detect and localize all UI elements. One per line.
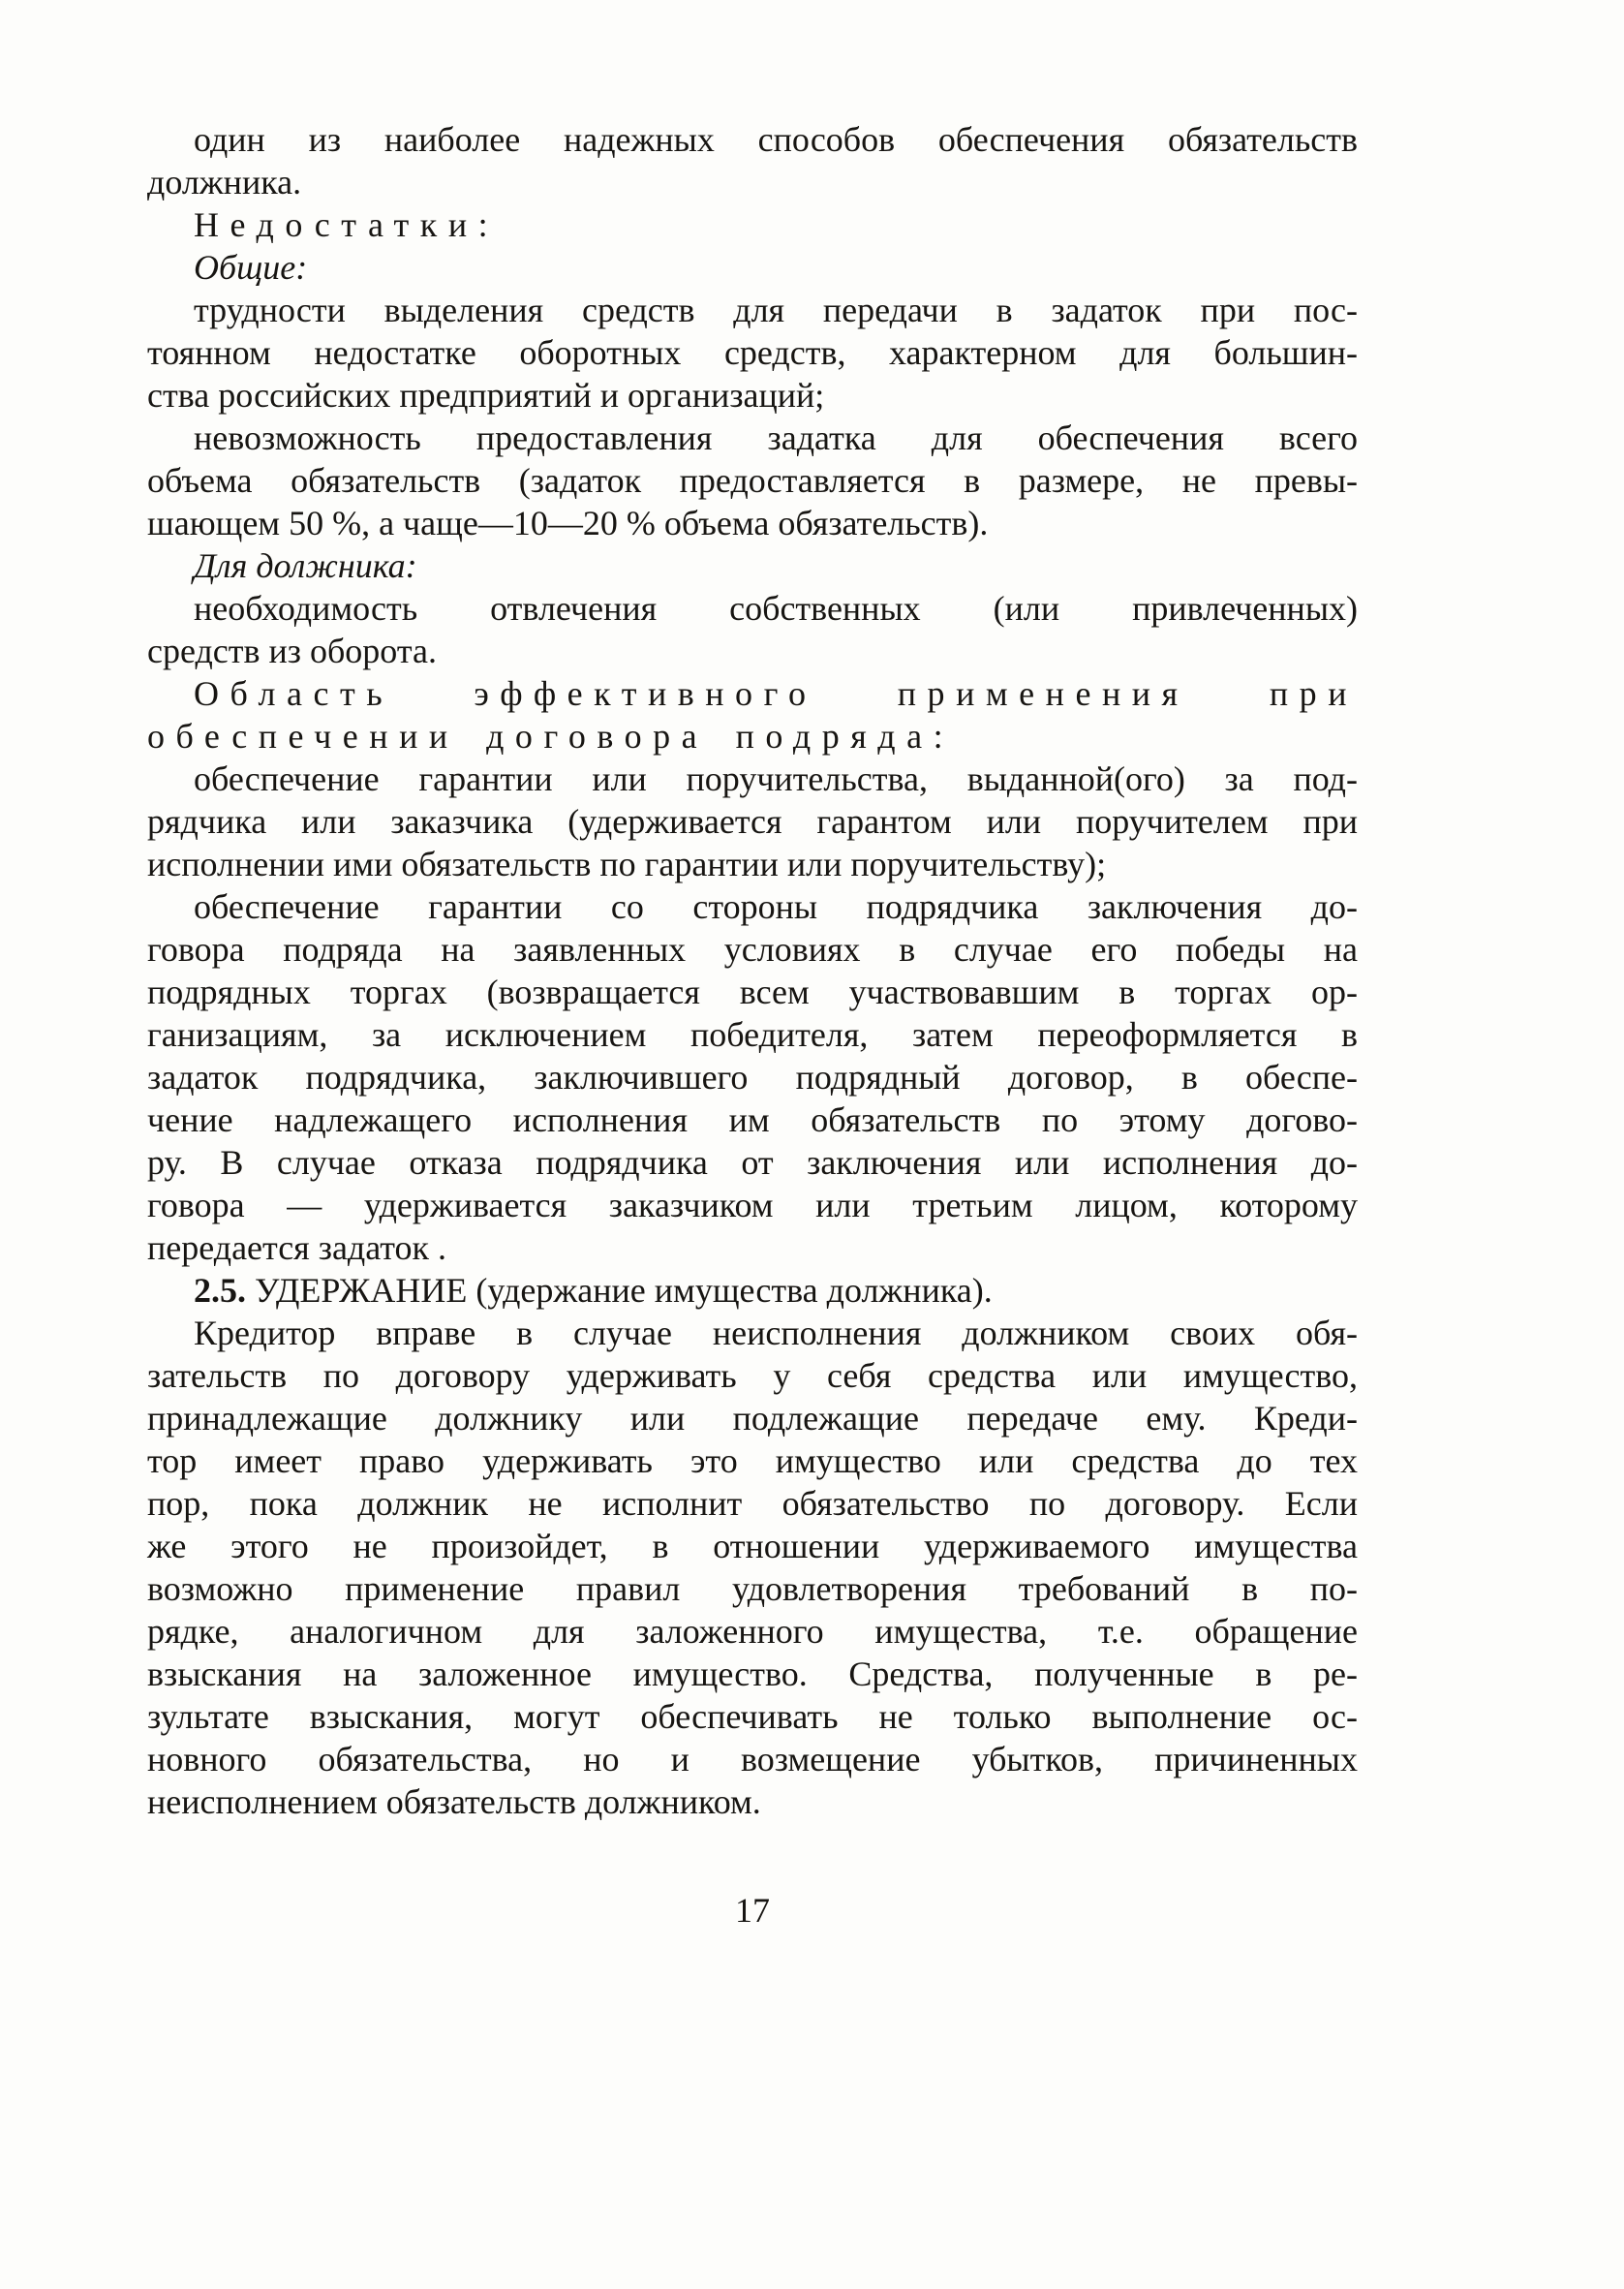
paragraph [147, 758, 1358, 885]
paragraph [147, 885, 1358, 1269]
paragraph [147, 1269, 1358, 1312]
text-line: ганизациям, за исключением победителя, затем переоформляется в [147, 1015, 1358, 1054]
text-line: новного обязательства, но и возмещение убытков, причиненных [147, 1740, 1358, 1779]
text-line: трудности выделения средств для передачи в задаток при пос- [194, 291, 1358, 329]
text-line: задаток подрядчика, заключившего подрядный договор, в обеспе- [147, 1058, 1358, 1097]
text-line: исполнении ими обязательств по гарантии или поручительству); [147, 845, 1107, 883]
text-line: обеспечение гарантии или поручительства, выданной(ого) за под- [194, 759, 1358, 798]
text-line: шающем 50 %, а чаще—10—20 % объема обязательств). [147, 504, 989, 542]
text-line: возможно применение правил удовлетворения требований в по- [147, 1569, 1358, 1608]
text-line: средств из оборота. [147, 632, 437, 670]
text-line: Недостатки: [194, 205, 500, 244]
text-line: необходимость отвлечения собственных (или привлеченных) [194, 589, 1358, 628]
text-line: Общие: [194, 248, 308, 287]
paragraph [147, 544, 1358, 587]
paragraph [147, 246, 1358, 289]
paragraph [147, 118, 1358, 203]
text-line: Область эффективного применения при [194, 674, 1358, 713]
text-line: тор имеет право удерживать это имущество или средства до тех [147, 1441, 1358, 1480]
text-line: ру. В случае отказа подрядчика от заключения или исполнения до- [147, 1143, 1358, 1182]
text-line: передается задаток . [147, 1228, 447, 1267]
text-line: взыскания на заложенное имущество. Средства, полученные в ре- [147, 1655, 1358, 1693]
text-line: неисполнением обязательств должником. [147, 1782, 761, 1821]
text-line: невозможность предоставления задатка для обеспечения всего [194, 418, 1358, 457]
text-line: ства российских предприятий и организаций; [147, 376, 825, 415]
section-number: 2.5. [194, 1271, 255, 1310]
text-line: один из наиболее надежных способов обеспечения обязательств [194, 120, 1358, 159]
paragraph [147, 1312, 1358, 1823]
text-line: тоянном недостатке оборотных средств, характерном для большин- [147, 333, 1358, 372]
text-line: зательств по договору удерживать у себя средства или имущество, [147, 1356, 1358, 1395]
text-segment: УДЕРЖАНИЕ (удержание имущества должника). [255, 1271, 993, 1310]
text-block [147, 118, 1358, 1823]
text-line: рядчика или заказчика (удерживается гарантом или поручителем при [147, 802, 1358, 841]
text-line: говора подряда на заявленных условиях в случае его победы на [147, 930, 1358, 969]
paragraph [147, 289, 1358, 417]
paragraph [147, 587, 1358, 672]
text-line: рядке, аналогичном для заложенного имущества, т.е. обращение [147, 1612, 1358, 1651]
paragraph [147, 672, 1358, 758]
text-line: Для должника: [194, 546, 417, 585]
text-line: должника. [147, 163, 302, 201]
text-line: объема обязательств (задаток предоставляется в размере, не превы- [147, 461, 1358, 500]
text-line: Кредитор вправе в случае неисполнения должником своих обя- [194, 1314, 1358, 1352]
text-line: говора — удерживается заказчиком или третьим лицом, которому [147, 1186, 1358, 1224]
text-line: принадлежащие должнику или подлежащие передаче ему. Креди- [147, 1399, 1358, 1438]
text-line: обеспечение гарантии со стороны подрядчика заключения до- [194, 887, 1358, 926]
text-line: зультате взыскания, могут обеспечивать не только выполнение ос- [147, 1697, 1358, 1736]
paragraph [147, 203, 1358, 246]
text-line: пор, пока должник не исполнит обязательство по договору. Если [147, 1484, 1358, 1523]
text-line: подрядных торгах (возвращается всем участвовавшим в торгах ор- [147, 973, 1358, 1011]
text-line: чение надлежащего исполнения им обязательств по этому догово- [147, 1100, 1358, 1139]
page-number: 17 [735, 1891, 770, 1930]
text-line: обеспечении договора подряда: [147, 717, 955, 756]
text-line: же этого не произойдет, в отношении удерживаемого имущества [147, 1527, 1358, 1565]
text-line [147, 1269, 1358, 1312]
paragraph [147, 417, 1358, 544]
